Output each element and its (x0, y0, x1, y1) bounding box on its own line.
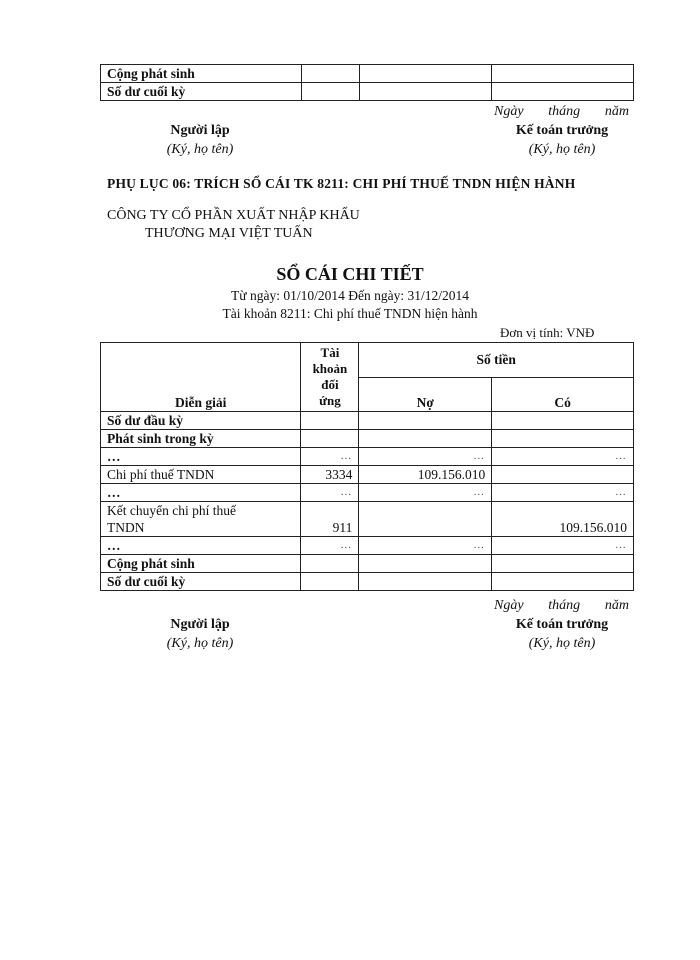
row-description: Số dư đầu kỳ (101, 412, 301, 430)
row-description: Phát sinh trong kỳ (101, 430, 301, 448)
table-row: … … … … (101, 537, 634, 555)
header-amount: Số tiền (359, 343, 634, 378)
row-description: Cộng phát sinh (101, 555, 301, 573)
date-month-label: tháng (548, 598, 581, 613)
row-credit (492, 466, 634, 484)
row-debit (359, 502, 492, 537)
table-row (101, 466, 634, 484)
row-description: … (101, 448, 301, 466)
row-description: Số dư cuối kỳ (101, 573, 301, 591)
table-row: … … … … (101, 448, 634, 466)
date-year-label: năm (604, 598, 629, 613)
header-credit: Có (492, 377, 634, 412)
ledger-table (100, 342, 634, 591)
header-row (101, 343, 634, 378)
row-description: … (101, 484, 301, 502)
table-row (101, 555, 634, 573)
chief-accountant-label: Kế toán trưởng (515, 123, 609, 138)
date-day-label: Ngày (494, 598, 524, 613)
date-month-label: tháng (548, 104, 581, 119)
table-row (101, 573, 634, 591)
date-line (494, 598, 629, 614)
table-row (101, 65, 634, 83)
appendix-title: PHỤ LỤC 06: TRÍCH SỔ CÁI TK 8211: CHI PHÍ THUẾ TNDN HIỆN HÀNH (107, 176, 576, 191)
company-name-line1: CÔNG TY CỔ PHẦN XUẤT NHẬP KHẨU (107, 208, 360, 223)
preparer-note: (Ký, họ tên) (166, 142, 234, 157)
table-row (101, 430, 634, 448)
header-description: Diễn giải (101, 343, 301, 412)
row-description: … (101, 537, 301, 555)
date-day-label: Ngày (494, 104, 524, 119)
header-account: Tài khoản đối ứng (301, 343, 359, 412)
row-description: Chi phí thuế TNDN (101, 466, 301, 484)
ledger-unit: Đơn vị tính: VNĐ (500, 325, 595, 340)
row-credit: 109.156.010 (492, 502, 634, 537)
header-debit: Nợ (359, 377, 492, 412)
date-year-label: năm (604, 104, 629, 119)
preparer-label: Người lập (170, 617, 230, 632)
ledger-account: Tài khoản 8211: Chi phí thuế TNDN hiện hành (222, 306, 478, 321)
chief-accountant-note: (Ký, họ tên) (528, 142, 596, 157)
company-name-line2: THƯƠNG MẠI VIỆT TUẤN (145, 226, 313, 241)
row-description: Kết chuyển chi phí thuế TNDN (101, 502, 301, 537)
table-row: … … … … (101, 484, 634, 502)
table-row (101, 83, 634, 101)
preparer-label: Người lập (170, 123, 230, 138)
date-line (494, 104, 629, 120)
row-label: Số dư cuối kỳ (101, 83, 302, 101)
row-account: 911 (301, 502, 359, 537)
chief-accountant-note: (Ký, họ tên) (528, 636, 596, 651)
ledger-title: SỔ CÁI CHI TIẾT (276, 264, 424, 284)
row-debit: 109.156.010 (359, 466, 492, 484)
row-account: 3334 (301, 466, 359, 484)
top-table (100, 64, 634, 101)
chief-accountant-label: Kế toán trưởng (515, 617, 609, 632)
preparer-note: (Ký, họ tên) (166, 636, 234, 651)
table-row (101, 502, 634, 537)
table-row (101, 412, 634, 430)
row-label: Cộng phát sinh (101, 65, 302, 83)
ledger-period: Từ ngày: 01/10/2014 Đến ngày: 31/12/2014 (231, 288, 469, 303)
